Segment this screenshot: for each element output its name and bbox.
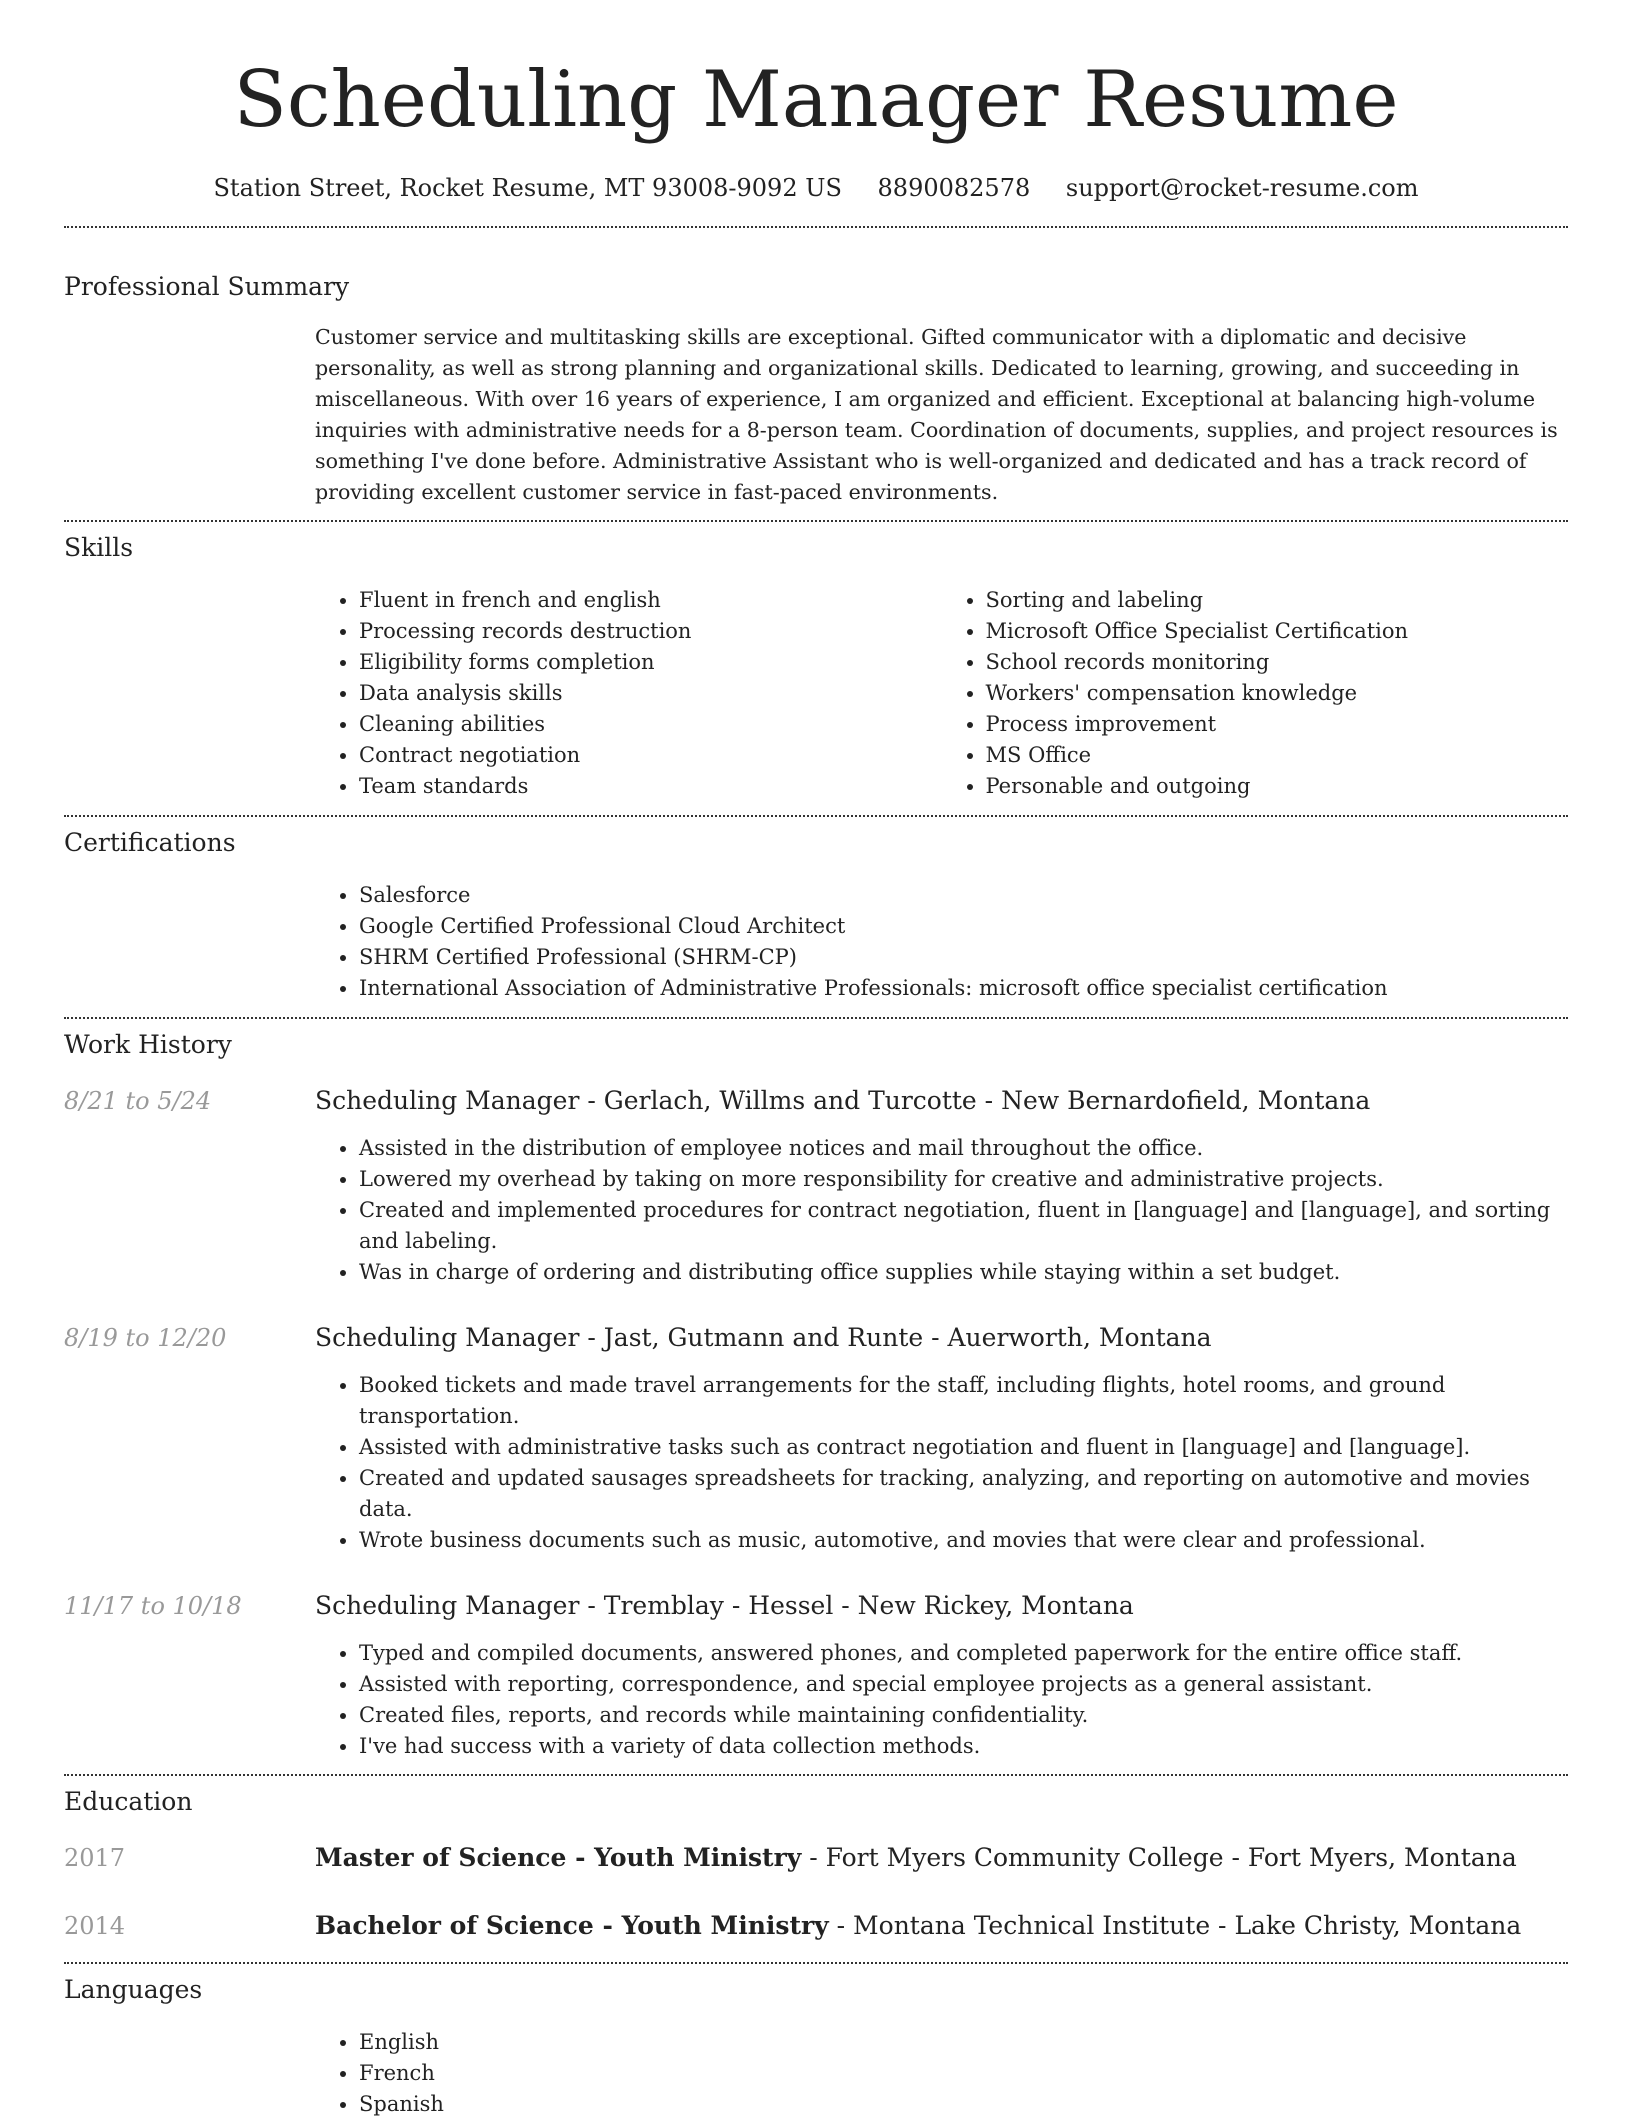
- job-role: Scheduling Manager - Gerlach, Willms and Turcotte - New Bernardofield, Montana: [315, 1086, 1371, 1115]
- skill-item: • School records monitoring: [986, 647, 1569, 678]
- summary-text: Customer service and multitasking skills are exceptional. Gifted communicator with a diplomatic and decisive personality, as well as strong planning and organizational skills. Dedicated to learning, growing, and succeeding in miscellaneous. With over 16 years of experience, I am organized and efficient. Exceptional at balancing high-volume inquiries with administrative needs for a 8-person team. Coordination of documents, supplies, and project resources is something I've done before. Administrative Assistant who is well-organized and dedicated and has a track record of providing excellent customer service in fast-paced environments.: [315, 325, 1558, 504]
- skill-item: • Sorting and labeling: [986, 585, 1569, 616]
- job-dates: 8/19 to 12/20: [64, 1324, 227, 1352]
- contact-address: Station Street, Rocket Resume, MT 93008-9092 US: [213, 174, 842, 202]
- skill-item: • Data analysis skills: [359, 678, 942, 709]
- job-bullets: [315, 1370, 1568, 1556]
- job-header: [64, 1322, 1568, 1354]
- skill-item: • Workers' compensation knowledge: [986, 678, 1569, 709]
- job-bullet: • Created and implemented procedures for contract negotiation, fluent in [language] and [language], and sorting and labeling.: [359, 1195, 1568, 1257]
- language-item: • Spanish: [359, 2089, 1568, 2120]
- education-school: - Montana Technical Institute - Lake Christy, Montana: [828, 1911, 1522, 1940]
- languages-title: Languages: [64, 1975, 203, 2004]
- job-entry: [64, 1322, 1568, 1556]
- education-detail: [315, 1910, 1521, 1942]
- languages-list: [315, 2027, 1568, 2120]
- summary-section: [64, 228, 1568, 508]
- skills-list-left: [315, 585, 942, 802]
- job-role: Scheduling Manager - Tremblay - Hessel - New Rickey, Montana: [315, 1591, 1134, 1620]
- skill-item: • MS Office: [986, 740, 1569, 771]
- skill-item: • Eligibility forms completion: [359, 647, 942, 678]
- job-bullet: • Was in charge of ordering and distributing office supplies while staying within a set budget.: [359, 1257, 1568, 1288]
- certification-item: • SHRM Certified Professional (SHRM-CP): [359, 942, 1568, 973]
- job-bullet: • Typed and compiled documents, answered phones, and completed paperwork for the entire office staff.: [359, 1638, 1568, 1669]
- certifications-section: [64, 817, 1568, 1004]
- certification-item: • Google Certified Professional Cloud Architect: [359, 911, 1568, 942]
- job-bullet: • I've had success with a variety of data collection methods.: [359, 1731, 1568, 1762]
- work-section: [64, 1019, 1568, 1762]
- education-degree: Master of Science - Youth Ministry: [315, 1843, 802, 1872]
- job-dates: 8/21 to 5/24: [64, 1087, 212, 1115]
- skills-title: Skills: [64, 533, 134, 562]
- certifications-list: [315, 880, 1568, 1004]
- skill-item: • Processing records destruction: [359, 616, 942, 647]
- education-year: 2017: [64, 1844, 126, 1872]
- job-bullet: • Lowered my overhead by taking on more responsibility for creative and administrative projects.: [359, 1164, 1568, 1195]
- job-entry: [64, 1085, 1568, 1288]
- education-year: 2014: [64, 1912, 126, 1940]
- education-section: [64, 1776, 1568, 1942]
- languages-body: [315, 2027, 1568, 2120]
- skill-item: • Contract negotiation: [359, 740, 942, 771]
- job-role: Scheduling Manager - Jast, Gutmann and Runte - Auerworth, Montana: [315, 1323, 1212, 1352]
- job-bullet: • Created and updated sausages spreadsheets for tracking, analyzing, and reporting on automotive and movies data.: [359, 1463, 1568, 1525]
- language-item: • English: [359, 2027, 1568, 2058]
- job-dates: 11/17 to 10/18: [64, 1592, 242, 1620]
- work-title: Work History: [64, 1030, 232, 1059]
- languages-section: [64, 1964, 1568, 2120]
- education-entry: [64, 1842, 1568, 1874]
- contact-phone: 8890082578: [877, 174, 1031, 202]
- job-bullets: [315, 1133, 1568, 1288]
- education-detail: [315, 1842, 1517, 1874]
- resume-title: Scheduling Manager Resume: [233, 55, 1399, 145]
- skill-item: • Personable and outgoing: [986, 771, 1569, 802]
- job-bullet: • Assisted with reporting, correspondence, and special employee projects as a general assistant.: [359, 1669, 1568, 1700]
- job-body: [315, 1370, 1568, 1556]
- job-bullet: • Assisted with administrative tasks such as contract negotiation and fluent in [language] and [language].: [359, 1432, 1568, 1463]
- certifications-body: [315, 880, 1568, 1004]
- certifications-title: Certifications: [64, 828, 236, 857]
- job-bullet: • Created files, reports, and records while maintaining confidentiality.: [359, 1700, 1568, 1731]
- education-title: Education: [64, 1787, 193, 1816]
- job-bullet: • Booked tickets and made travel arrangements for the staff, including flights, hotel rooms, and ground transportation.: [359, 1370, 1568, 1432]
- job-bullets: [315, 1638, 1568, 1762]
- skill-item: • Cleaning abilities: [359, 709, 942, 740]
- education-degree: Bachelor of Science - Youth Ministry: [315, 1911, 829, 1940]
- skill-item: • Fluent in french and english: [359, 585, 942, 616]
- skill-item: • Process improvement: [986, 709, 1569, 740]
- job-bullet: • Assisted in the distribution of employee notices and mail throughout the office.: [359, 1133, 1568, 1164]
- education-school: - Fort Myers Community College - Fort Myers, Montana: [801, 1843, 1517, 1872]
- job-header: [64, 1590, 1568, 1622]
- skills-list-right: [942, 585, 1569, 802]
- certification-item: • Salesforce: [359, 880, 1568, 911]
- job-body: [315, 1638, 1568, 1762]
- contact-line: [64, 172, 1568, 204]
- certification-item: • International Association of Administrative Professionals: microsoft office specialist certification: [359, 973, 1568, 1004]
- skill-item: • Team standards: [359, 771, 942, 802]
- skills-grid: [315, 585, 1568, 802]
- job-entry: [64, 1590, 1568, 1762]
- skills-section: [64, 522, 1568, 802]
- job-header: [64, 1085, 1568, 1117]
- skill-item: • Microsoft Office Specialist Certification: [986, 616, 1569, 647]
- summary-title: Professional Summary: [64, 272, 350, 301]
- job-bullet: • Wrote business documents such as music, automotive, and movies that were clear and professional.: [359, 1525, 1568, 1556]
- language-item: • French: [359, 2058, 1568, 2089]
- education-entry: [64, 1910, 1568, 1942]
- contact-email: support@rocket-resume.com: [1065, 174, 1419, 202]
- job-body: [315, 1133, 1568, 1288]
- resume-header: [64, 0, 1568, 204]
